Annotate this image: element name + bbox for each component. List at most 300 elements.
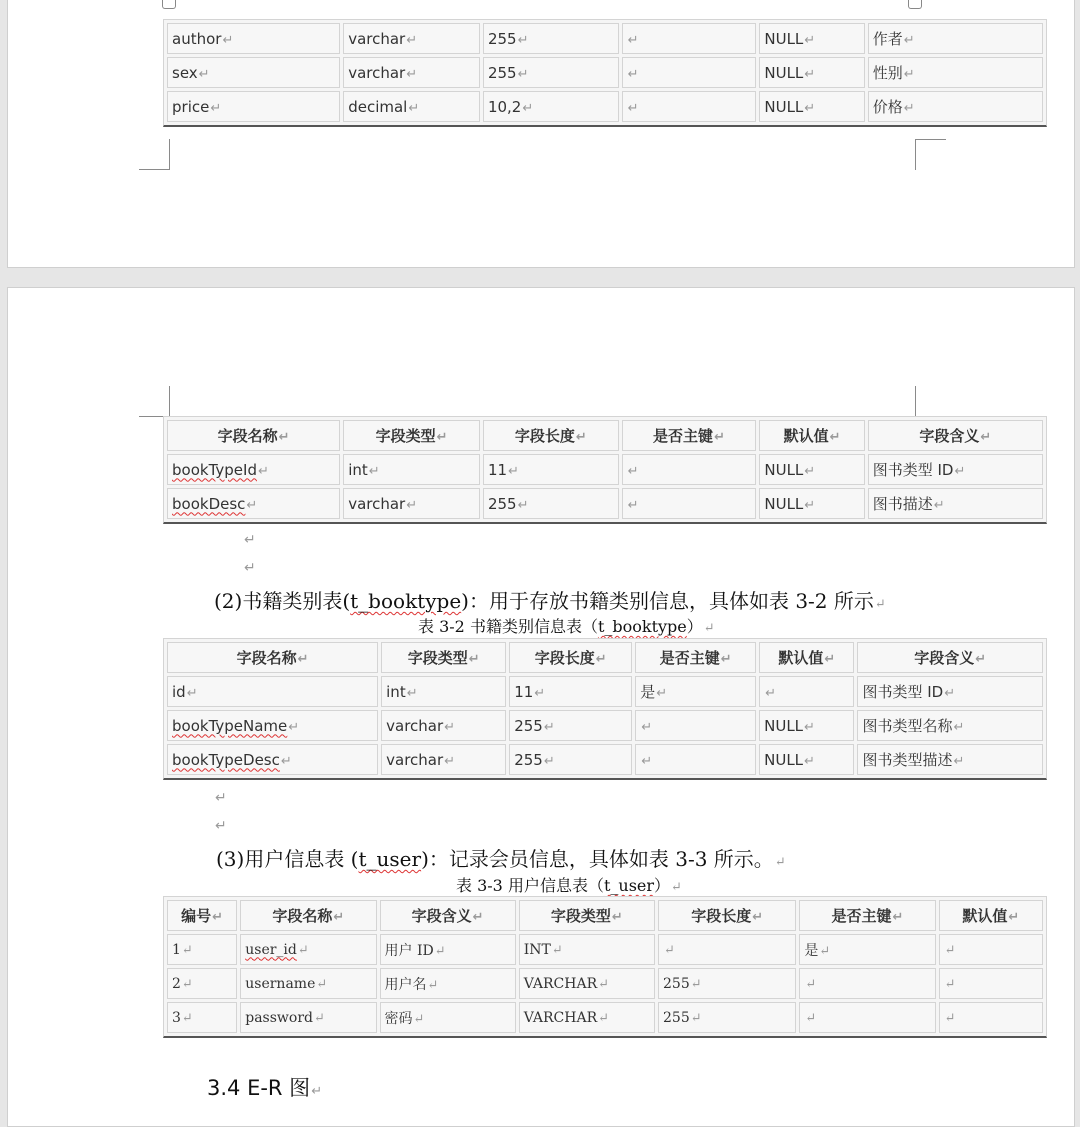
table-cell[interactable] <box>519 968 655 999</box>
paragraph-mark-icon: ↵ <box>222 32 234 48</box>
cell-value: user_id <box>245 941 297 958</box>
paragraph-mark-icon: ↵ <box>406 66 418 82</box>
paragraph-mark-icon: ↵ <box>244 532 256 548</box>
cell-value: 10,2 <box>487 97 522 116</box>
table-cell[interactable] <box>868 488 1043 519</box>
paragraph-mark-icon: ↵ <box>436 430 448 445</box>
cell-value: 用户 ID <box>384 942 434 959</box>
paragraph-mark-icon: ↵ <box>954 464 966 479</box>
cell-value: varchar <box>348 63 406 82</box>
paragraph-mark-icon: ↵ <box>804 753 815 769</box>
caption-text: 表 3-2 书籍类别信息表（ <box>418 617 598 636</box>
table-cell[interactable] <box>167 57 340 88</box>
empty-paragraph[interactable] <box>244 560 256 576</box>
table-body <box>167 676 1043 775</box>
paragraph-mark-icon: ↵ <box>551 942 563 958</box>
table-header <box>167 900 1043 931</box>
paragraph-mark-icon: ↵ <box>690 976 702 992</box>
paragraph-mark-icon: ↵ <box>805 1010 817 1026</box>
column-header[interactable] <box>483 420 619 451</box>
paragraph-mark-icon: ↵ <box>278 430 290 445</box>
paragraph-mark-icon: ↵ <box>297 652 309 667</box>
paragraph-mark-icon: ↵ <box>944 686 956 701</box>
paragraph-mark-icon: ↵ <box>181 942 193 958</box>
paragraph-mark-icon: ↵ <box>413 1011 425 1027</box>
table-cell[interactable] <box>759 454 864 485</box>
paragraph-mark-icon: ↵ <box>944 942 956 958</box>
section-2-paragraph[interactable] <box>214 585 886 614</box>
paragraph-mark-icon: ↵ <box>186 685 198 701</box>
paragraph-mark-icon: ↵ <box>406 497 418 513</box>
paragraph-mark-icon: ↵ <box>690 1010 702 1026</box>
table-body <box>167 454 1043 519</box>
table-cell[interactable] <box>380 1002 516 1033</box>
table-cell[interactable] <box>799 968 935 999</box>
cell-value: varchar <box>386 750 444 769</box>
cell-value: 255 <box>663 975 690 992</box>
column-header[interactable] <box>167 420 340 451</box>
column-header[interactable] <box>622 420 757 451</box>
table-cell[interactable] <box>167 488 340 519</box>
paragraph-mark-icon: ↵ <box>627 32 639 48</box>
table-cell[interactable] <box>509 710 632 741</box>
cell-value: 是 <box>804 942 819 959</box>
paragraph-mark-icon: ↵ <box>765 685 777 701</box>
cell-value: NULL <box>764 63 804 82</box>
cell-value: decimal <box>348 97 408 116</box>
column-header[interactable] <box>167 900 237 931</box>
paragraph-mark-icon: ↵ <box>297 942 309 958</box>
table-cell[interactable] <box>167 710 378 741</box>
table-cell[interactable] <box>868 91 1043 122</box>
cell-value: 作者 <box>872 30 903 48</box>
table-row <box>167 488 1043 519</box>
paragraph-mark-icon: ↵ <box>575 430 587 445</box>
column-header[interactable] <box>658 900 796 931</box>
paragraph-mark-icon: ↵ <box>406 32 418 48</box>
table-cell[interactable] <box>167 91 340 122</box>
column-header-label: 字段含义 <box>914 649 975 667</box>
table-cell[interactable] <box>622 488 757 519</box>
table-cell[interactable] <box>381 676 506 707</box>
cell-value: id <box>172 682 186 701</box>
table-cell[interactable] <box>857 676 1043 707</box>
paragraph-mark-icon: ↵ <box>517 497 529 513</box>
section-2-text: )：用于存放书籍类别信息，具体如表 3-2 所示 <box>461 589 874 613</box>
column-header[interactable] <box>759 642 854 673</box>
table-cell[interactable] <box>857 744 1043 775</box>
cell-value: varchar <box>386 716 444 735</box>
paragraph-mark-icon: ↵ <box>975 652 987 667</box>
cell-value: NULL <box>764 716 804 735</box>
cell-value: 11 <box>514 682 534 701</box>
empty-paragraph[interactable] <box>215 790 227 806</box>
cell-value: VARCHAR <box>523 975 598 992</box>
cell-value: 1 <box>172 941 181 958</box>
cell-value: 图书类型名称 <box>862 717 953 735</box>
cell-value: varchar <box>348 494 406 513</box>
column-header[interactable] <box>799 900 935 931</box>
table-cell[interactable] <box>868 454 1043 485</box>
cell-value: 255 <box>487 63 517 82</box>
column-header-label: 默认值 <box>778 649 824 667</box>
cell-value: int <box>386 682 406 701</box>
cell-value: bookTypeDesc <box>172 750 280 769</box>
paragraph-mark-icon: ↵ <box>804 497 816 513</box>
column-header[interactable] <box>381 642 506 673</box>
section-3-paragraph[interactable] <box>216 843 786 872</box>
column-header[interactable] <box>857 642 1043 673</box>
paragraph-mark-icon: ↵ <box>1008 910 1020 925</box>
caption-table-name: t_user <box>603 876 655 895</box>
table-cell[interactable] <box>343 57 480 88</box>
document-page-2 <box>7 287 1075 1127</box>
table-cell[interactable] <box>939 934 1043 965</box>
cell-value: VARCHAR <box>523 1009 598 1026</box>
paragraph-mark-icon: ↵ <box>534 685 546 701</box>
table-row <box>167 1002 1043 1033</box>
table-cell[interactable] <box>622 454 757 485</box>
paragraph-mark-icon: ↵ <box>444 719 456 735</box>
cell-value: author <box>172 29 222 48</box>
table-cell[interactable] <box>868 57 1043 88</box>
paragraph-mark-icon: ↵ <box>181 976 193 992</box>
cell-value: sex <box>172 63 198 82</box>
cell-value: 255 <box>487 29 517 48</box>
table-cell[interactable] <box>167 934 237 965</box>
paragraph-mark-icon: ↵ <box>627 100 639 116</box>
cell-value: 价格 <box>872 98 903 116</box>
paragraph-mark-icon: ↵ <box>944 976 956 992</box>
column-header[interactable] <box>759 420 864 451</box>
paragraph-mark-icon: ↵ <box>903 101 915 116</box>
heading-text: 3.4 E-R 图 <box>207 1076 311 1100</box>
table-cell[interactable] <box>622 91 757 122</box>
paragraph-mark-icon: ↵ <box>543 753 555 769</box>
table-name: t_booktype <box>350 589 462 613</box>
booktype-fields-table <box>163 416 1047 524</box>
table-name: t_user <box>358 847 422 871</box>
table-cell[interactable] <box>240 934 376 965</box>
column-header[interactable] <box>868 420 1043 451</box>
paragraph-mark-icon: ↵ <box>903 67 915 82</box>
table-cell[interactable] <box>343 23 480 54</box>
paragraph-mark-icon: ↵ <box>671 880 682 895</box>
table-cell[interactable] <box>868 23 1043 54</box>
paragraph-mark-icon: ↵ <box>517 66 529 82</box>
cell-value: 255 <box>487 494 517 513</box>
table-cell[interactable] <box>799 934 935 965</box>
paragraph-mark-icon: ↵ <box>641 753 653 769</box>
cell-value: NULL <box>764 29 804 48</box>
empty-paragraph[interactable] <box>244 532 256 548</box>
table-cell[interactable] <box>380 934 516 965</box>
table-cell[interactable] <box>759 57 864 88</box>
paragraph-mark-icon: ↵ <box>181 1010 193 1026</box>
paragraph-mark-icon: ↵ <box>246 497 258 513</box>
column-header-label: 字段长度 <box>691 907 752 925</box>
cell-value: password <box>245 1009 313 1026</box>
heading-3-4[interactable] <box>207 1072 322 1102</box>
paragraph-mark-icon: ↵ <box>627 66 639 82</box>
cell-value: 性别 <box>872 64 903 82</box>
paragraph-mark-icon: ↵ <box>980 430 992 445</box>
paragraph-mark-icon: ↵ <box>368 463 380 479</box>
column-header-label: 是否主键 <box>653 427 714 445</box>
table-cell[interactable] <box>167 454 340 485</box>
table-row <box>167 676 1043 707</box>
table-cell[interactable] <box>167 1002 237 1033</box>
section-3-text: )：记录会员信息，具体如表 3-3 所示。 <box>421 847 774 871</box>
paragraph-mark-icon: ↵ <box>280 753 292 769</box>
table-body <box>167 23 1043 122</box>
cell-value: INT <box>523 941 551 958</box>
paragraph-mark-icon: ↵ <box>598 1010 610 1026</box>
field-table-continued <box>163 19 1047 127</box>
paragraph-mark-icon: ↵ <box>933 498 945 513</box>
right-indent-marker-icon[interactable] <box>908 0 922 9</box>
table-cell[interactable] <box>519 1002 655 1033</box>
paragraph-mark-icon: ↵ <box>944 1010 956 1026</box>
table-cell[interactable] <box>939 968 1043 999</box>
paragraph-mark-icon: ↵ <box>720 652 732 667</box>
table-cell[interactable] <box>658 934 796 965</box>
table-cell[interactable] <box>167 23 340 54</box>
paragraph-mark-icon: ↵ <box>641 719 653 735</box>
column-header[interactable] <box>167 642 378 673</box>
table-cell[interactable] <box>483 91 619 122</box>
paragraph-mark-icon: ↵ <box>522 100 534 116</box>
paragraph-mark-icon: ↵ <box>508 463 519 479</box>
column-header-label: 是否主键 <box>659 649 720 667</box>
paragraph-mark-icon: ↵ <box>829 430 841 445</box>
column-header-label: 字段长度 <box>514 427 575 445</box>
paragraph-mark-icon: ↵ <box>472 910 484 925</box>
table-cell[interactable] <box>483 57 619 88</box>
cell-value: 3 <box>172 1009 181 1026</box>
cell-value: 11 <box>487 460 508 479</box>
table-cell[interactable] <box>167 968 237 999</box>
paragraph-mark-icon: ↵ <box>288 719 300 735</box>
paragraph-mark-icon: ↵ <box>805 976 817 992</box>
empty-paragraph[interactable] <box>215 818 227 834</box>
paragraph-mark-icon: ↵ <box>819 943 831 959</box>
column-header-label: 字段名称 <box>217 427 278 445</box>
table-cell[interactable] <box>381 710 506 741</box>
paragraph-mark-icon: ↵ <box>543 719 555 735</box>
table-cell[interactable] <box>380 968 516 999</box>
paragraph-mark-icon: ↵ <box>434 943 446 959</box>
column-header[interactable] <box>380 900 516 931</box>
paragraph-mark-icon: ↵ <box>212 910 224 925</box>
caption-table-name: t_booktype <box>597 617 687 636</box>
left-indent-marker-icon[interactable] <box>162 0 176 9</box>
paragraph-mark-icon: ↵ <box>824 652 836 667</box>
table-cell[interactable] <box>759 744 854 775</box>
paragraph-mark-icon: ↵ <box>804 32 816 48</box>
table-cell[interactable] <box>759 676 854 707</box>
table-cell[interactable] <box>759 91 864 122</box>
cell-value: NULL <box>764 494 804 513</box>
column-header-label: 字段类型 <box>375 427 436 445</box>
section-3-text: (3)用户信息表 ( <box>216 847 359 871</box>
paragraph-mark-icon: ↵ <box>517 32 529 48</box>
table-row <box>167 57 1043 88</box>
header-row <box>167 900 1043 931</box>
margin-corner-mark <box>915 386 946 417</box>
table-cell[interactable] <box>759 23 864 54</box>
table-cell[interactable] <box>167 744 378 775</box>
column-header-label: 编号 <box>181 907 212 925</box>
paragraph-mark-icon: ↵ <box>714 430 725 445</box>
cell-value: NULL <box>764 97 804 116</box>
column-header[interactable] <box>509 642 632 673</box>
paragraph-mark-icon: ↵ <box>656 686 668 701</box>
table-cell[interactable] <box>635 710 756 741</box>
table-cell[interactable] <box>167 676 378 707</box>
paragraph-mark-icon: ↵ <box>627 463 639 479</box>
table-3-2-caption[interactable] <box>418 614 715 637</box>
column-header-label: 是否主键 <box>831 907 892 925</box>
cell-value: bookTypeName <box>172 716 288 735</box>
table-cell[interactable] <box>483 454 619 485</box>
table-cell[interactable] <box>857 710 1043 741</box>
cell-value: bookTypeId <box>172 460 257 479</box>
header-row <box>167 420 1043 451</box>
table-header <box>167 420 1043 451</box>
table-row <box>167 744 1043 775</box>
column-header-label: 字段含义 <box>411 907 472 925</box>
table-3-2 <box>163 638 1047 780</box>
column-header-label: 字段长度 <box>534 649 595 667</box>
paragraph-mark-icon: ↵ <box>408 100 420 116</box>
table-header <box>167 642 1043 673</box>
paragraph-mark-icon: ↵ <box>444 753 456 769</box>
paragraph-mark-icon: ↵ <box>752 910 764 925</box>
margin-corner-mark <box>139 386 170 417</box>
cell-value: 是 <box>640 683 656 701</box>
cell-value: bookDesc <box>172 494 246 513</box>
table-cell[interactable] <box>799 1002 935 1033</box>
paragraph-mark-icon: ↵ <box>215 790 227 806</box>
column-header-label: 默认值 <box>783 427 829 445</box>
paragraph-mark-icon: ↵ <box>903 33 915 48</box>
table-cell[interactable] <box>939 1002 1043 1033</box>
table-cell[interactable] <box>343 454 480 485</box>
paragraph-mark-icon: ↵ <box>406 685 418 701</box>
table-row <box>167 710 1043 741</box>
column-header-label: 字段类型 <box>407 649 468 667</box>
paragraph-mark-icon: ↵ <box>316 976 328 992</box>
cell-value: 密码 <box>384 1010 413 1027</box>
table-cell[interactable] <box>759 488 864 519</box>
table-cell[interactable] <box>658 1002 796 1033</box>
cell-value: int <box>348 460 368 479</box>
paragraph-mark-icon: ↵ <box>244 560 256 576</box>
table-cell[interactable] <box>635 744 756 775</box>
table-cell[interactable] <box>759 710 854 741</box>
table-cell[interactable] <box>240 968 376 999</box>
table-cell[interactable] <box>483 488 619 519</box>
paragraph-mark-icon: ↵ <box>468 652 480 667</box>
paragraph-mark-icon: ↵ <box>804 100 816 116</box>
paragraph-mark-icon: ↵ <box>210 100 222 116</box>
table-cell[interactable] <box>635 676 756 707</box>
paragraph-mark-icon: ↵ <box>333 910 345 925</box>
paragraph-mark-icon: ↵ <box>892 910 904 925</box>
paragraph-mark-icon: ↵ <box>664 942 675 958</box>
paragraph-mark-icon: ↵ <box>611 910 623 925</box>
table-cell[interactable] <box>622 57 757 88</box>
column-header[interactable] <box>343 420 480 451</box>
column-header[interactable] <box>519 900 655 931</box>
table-cell[interactable] <box>509 744 632 775</box>
paragraph-mark-icon: ↵ <box>953 720 965 735</box>
document-page-1 <box>7 0 1075 268</box>
paragraph-mark-icon: ↵ <box>627 497 639 513</box>
table-cell[interactable] <box>381 744 506 775</box>
paragraph-mark-icon: ↵ <box>215 818 227 834</box>
cell-value: 图书描述 <box>872 495 933 513</box>
paragraph-mark-icon: ↵ <box>257 463 269 479</box>
paragraph-mark-icon: ↵ <box>804 463 816 479</box>
cell-value: 2 <box>172 975 181 992</box>
table-row <box>167 91 1043 122</box>
table-3-3 <box>163 896 1047 1038</box>
column-header-label: 字段含义 <box>919 427 980 445</box>
table-cell[interactable] <box>658 968 796 999</box>
cell-value: NULL <box>764 460 804 479</box>
table-cell[interactable] <box>509 676 632 707</box>
table-cell[interactable] <box>519 934 655 965</box>
column-header-label: 字段类型 <box>550 907 611 925</box>
column-header-label: 字段名称 <box>236 649 297 667</box>
cell-value: 255 <box>663 1009 690 1026</box>
cell-value: username <box>245 975 316 992</box>
cell-value: varchar <box>348 29 406 48</box>
table-row <box>167 968 1043 999</box>
section-2-text: (2)书籍类别表( <box>214 589 351 613</box>
cell-value: 图书类型 ID <box>862 683 944 701</box>
margin-corner-mark <box>915 139 946 170</box>
table-body <box>167 934 1043 1033</box>
caption-text: 表 3-3 用户信息表（ <box>456 876 604 895</box>
table-cell[interactable] <box>622 23 757 54</box>
paragraph-mark-icon: ↵ <box>874 597 886 612</box>
table-cell[interactable] <box>343 91 480 122</box>
cell-value: NULL <box>764 750 804 769</box>
cell-value: 用户名 <box>384 976 427 993</box>
cell-value: 255 <box>514 716 543 735</box>
table-cell[interactable] <box>483 23 619 54</box>
cell-value: 图书类型 ID <box>872 461 954 479</box>
table-row <box>167 934 1043 965</box>
paragraph-mark-icon: ↵ <box>804 719 815 735</box>
column-header-label: 字段名称 <box>272 907 333 925</box>
column-header[interactable] <box>939 900 1043 931</box>
paragraph-mark-icon: ↵ <box>804 66 816 82</box>
column-header[interactable] <box>240 900 376 931</box>
table-cell[interactable] <box>240 1002 376 1033</box>
table-row <box>167 23 1043 54</box>
caption-text: ） <box>686 617 703 636</box>
paragraph-mark-icon: ↵ <box>598 976 610 992</box>
table-3-3-caption[interactable] <box>456 873 682 896</box>
table-cell[interactable] <box>343 488 480 519</box>
paragraph-mark-icon: ↵ <box>703 621 715 636</box>
column-header[interactable] <box>635 642 756 673</box>
cell-value: 255 <box>514 750 543 769</box>
